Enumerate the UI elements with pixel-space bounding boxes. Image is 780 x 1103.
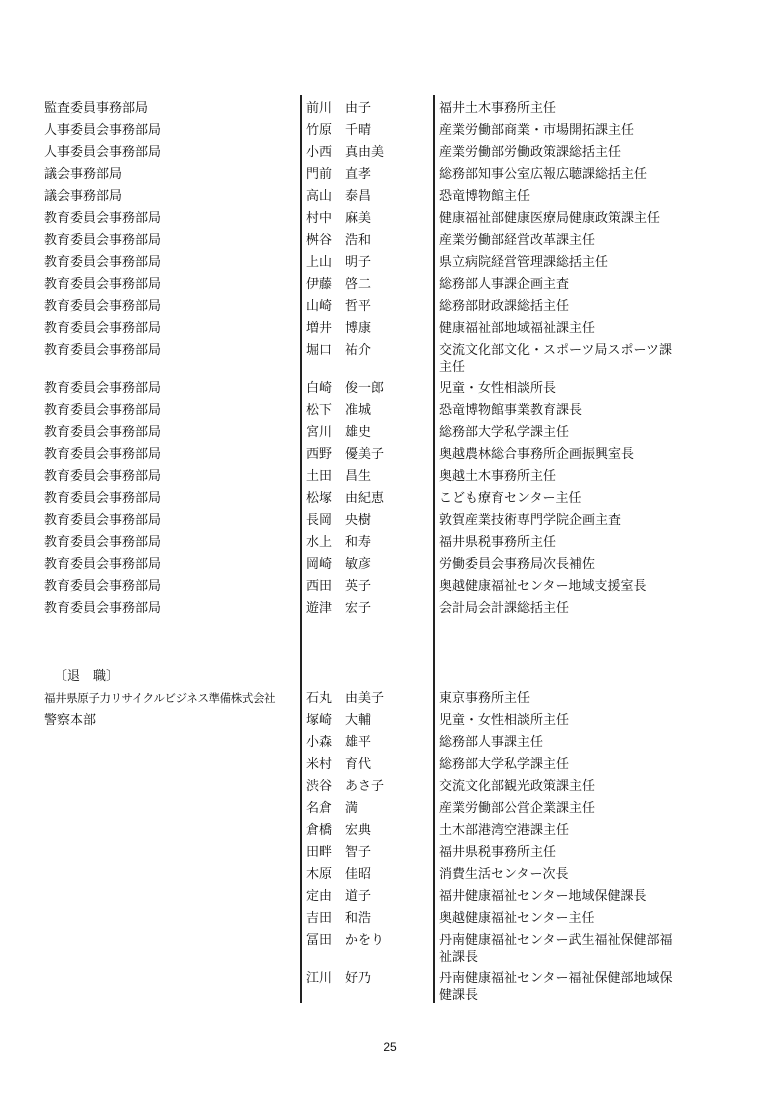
dept-cell: 福井県原子力リサイクルビジネス準備株式会社	[44, 691, 276, 705]
name-cell: 竹原 千晴	[306, 123, 372, 138]
dept-cell: 教育委員会事務部局	[44, 513, 162, 528]
dept-cell: 教育委員会事務部局	[44, 425, 162, 440]
column-divider-right	[433, 95, 435, 1003]
dept-cell: 教育委員会事務部局	[44, 233, 162, 248]
dept-cell: 教育委員会事務部局	[44, 299, 162, 314]
name-cell: 増井 博康	[306, 321, 372, 336]
name-cell: 吉田 和浩	[306, 911, 372, 926]
name-cell: 小森 雄平	[306, 735, 372, 750]
post-cell: 産業労働部商業・市場開拓課主任	[439, 123, 635, 138]
post-cell: 産業労働部公営企業課主任	[439, 801, 596, 816]
post-cell: 奥越農林総合事務所企画振興室長	[439, 447, 635, 462]
dept-cell: 教育委員会事務部局	[44, 211, 162, 226]
post-cell: 恐竜博物館主任	[439, 189, 531, 204]
name-cell: 松塚 由紀恵	[306, 491, 385, 506]
name-cell: 米村 育代	[306, 757, 372, 772]
name-cell: 倉橋 宏典	[306, 823, 372, 838]
name-cell: 松下 准城	[306, 403, 372, 418]
dept-cell: 教育委員会事務部局	[44, 403, 162, 418]
name-cell: 長岡 央樹	[306, 513, 372, 528]
post-cell: 県立病院経営管理課総括主任	[439, 255, 609, 270]
post-cell: 敦賀産業技術専門学院企画主査	[439, 513, 622, 528]
name-cell: 白崎 俊一郎	[306, 381, 385, 396]
name-cell: 石丸 由美子	[306, 691, 385, 706]
dept-cell: 警察本部	[44, 713, 97, 728]
dept-cell: 教育委員会事務部局	[44, 579, 162, 594]
post-cell: 労働委員会事務局次長補佐	[439, 557, 596, 572]
post-cell: 交流文化部文化・スポーツ局スポーツ課主任	[439, 343, 672, 375]
post-cell: 恐竜博物館事業教育課長	[439, 403, 583, 418]
dept-cell: 教育委員会事務部局	[44, 601, 162, 616]
name-cell: 伊藤 啓二	[306, 277, 372, 292]
name-cell: 前川 由子	[306, 101, 372, 116]
post-cell: 児童・女性相談所長	[439, 381, 557, 396]
name-cell: 村中 麻美	[306, 211, 372, 226]
dept-cell: 教育委員会事務部局	[44, 491, 162, 506]
section-heading-retired: 〔退 職〕	[54, 669, 120, 684]
name-cell: 岡崎 敏彦	[306, 557, 372, 572]
post-cell: 丹南健康福祉センター武生福祉保健部福祉課長	[439, 933, 673, 965]
dept-cell: 人事委員会事務部局	[44, 145, 162, 160]
post-cell: 福井県税事務所主任	[439, 535, 557, 550]
dept-cell: 議会事務部局	[44, 189, 123, 204]
post-cell: 総務部人事課企画主査	[439, 277, 570, 292]
dept-cell: 教育委員会事務部局	[44, 255, 162, 270]
name-cell: 高山 泰昌	[306, 189, 372, 204]
name-cell: 土田 昌生	[306, 469, 372, 484]
post-cell: こども療育センター主任	[439, 491, 582, 506]
name-cell: 堀口 祐介	[306, 343, 372, 358]
dept-cell: 教育委員会事務部局	[44, 535, 162, 550]
dept-cell: 教育委員会事務部局	[44, 277, 162, 292]
name-cell: 塚崎 大輔	[306, 713, 372, 728]
post-cell: 東京事務所主任	[439, 691, 531, 706]
name-cell: 名倉 満	[306, 801, 359, 816]
post-cell: 土木部港湾空港課主任	[439, 823, 570, 838]
page-number: 25	[383, 1040, 397, 1054]
name-cell: 桝谷 浩和	[306, 233, 372, 248]
name-cell: 木原 佳昭	[306, 867, 372, 882]
post-cell: 奥越健康福祉センター地域支援室長	[439, 579, 647, 594]
dept-cell: 教育委員会事務部局	[44, 557, 162, 572]
post-cell: 総務部人事課主任	[439, 735, 544, 750]
dept-cell: 教育委員会事務部局	[44, 381, 162, 396]
post-cell: 奥越健康福祉センター主任	[439, 911, 595, 926]
post-cell: 交流文化部観光政策課主任	[439, 779, 596, 794]
name-cell: 定由 道子	[306, 889, 372, 904]
name-cell: 山崎 哲平	[306, 299, 372, 314]
name-cell: 渋谷 あさ子	[306, 779, 385, 794]
post-cell: 消費生活センター次長	[439, 867, 569, 882]
post-cell: 総務部大学私学課主任	[439, 425, 570, 440]
post-cell: 総務部大学私学課主任	[439, 757, 570, 772]
name-cell: 水上 和寿	[306, 535, 372, 550]
dept-cell: 人事委員会事務部局	[44, 123, 162, 138]
name-cell: 西野 優美子	[306, 447, 385, 462]
post-cell: 福井県税事務所主任	[439, 845, 557, 860]
name-cell: 宮川 雄史	[306, 425, 372, 440]
post-cell: 会計局会計課総括主任	[439, 601, 570, 616]
name-cell: 田畔 智子	[306, 845, 372, 860]
post-cell: 健康福祉部健康医療局健康政策課主任	[439, 211, 661, 226]
dept-cell: 教育委員会事務部局	[44, 343, 162, 358]
post-cell: 福井健康福祉センター地域保健課長	[439, 889, 647, 904]
column-divider-left	[300, 95, 302, 1003]
post-cell: 産業労働部経営改革課主任	[439, 233, 596, 248]
dept-cell: 監査委員事務部局	[44, 101, 149, 116]
name-cell: 上山 明子	[306, 255, 372, 270]
post-cell: 奥越土木事務所主任	[439, 469, 557, 484]
name-cell: 西田 英子	[306, 579, 372, 594]
post-cell: 健康福祉部地域福祉課主任	[439, 321, 596, 336]
name-cell: 江川 好乃	[306, 971, 372, 986]
dept-cell: 教育委員会事務部局	[44, 321, 162, 336]
name-cell: 遊津 宏子	[306, 601, 372, 616]
post-cell: 福井土木事務所主任	[439, 101, 557, 116]
dept-cell: 教育委員会事務部局	[44, 447, 162, 462]
post-cell: 児童・女性相談所主任	[439, 713, 570, 728]
post-cell: 総務部財政課総括主任	[439, 299, 570, 314]
post-cell: 丹南健康福祉センター福祉保健部地域保健課長	[439, 971, 673, 1003]
post-cell: 総務部知事公室広報広聴課総括主任	[439, 167, 648, 182]
name-cell: 冨田 かをり	[306, 933, 385, 948]
name-cell: 門前 直孝	[306, 167, 372, 182]
dept-cell: 教育委員会事務部局	[44, 469, 162, 484]
post-cell: 産業労働部労働政策課総括主任	[439, 145, 622, 160]
name-cell: 小西 真由美	[306, 145, 385, 160]
dept-cell: 議会事務部局	[44, 167, 123, 182]
